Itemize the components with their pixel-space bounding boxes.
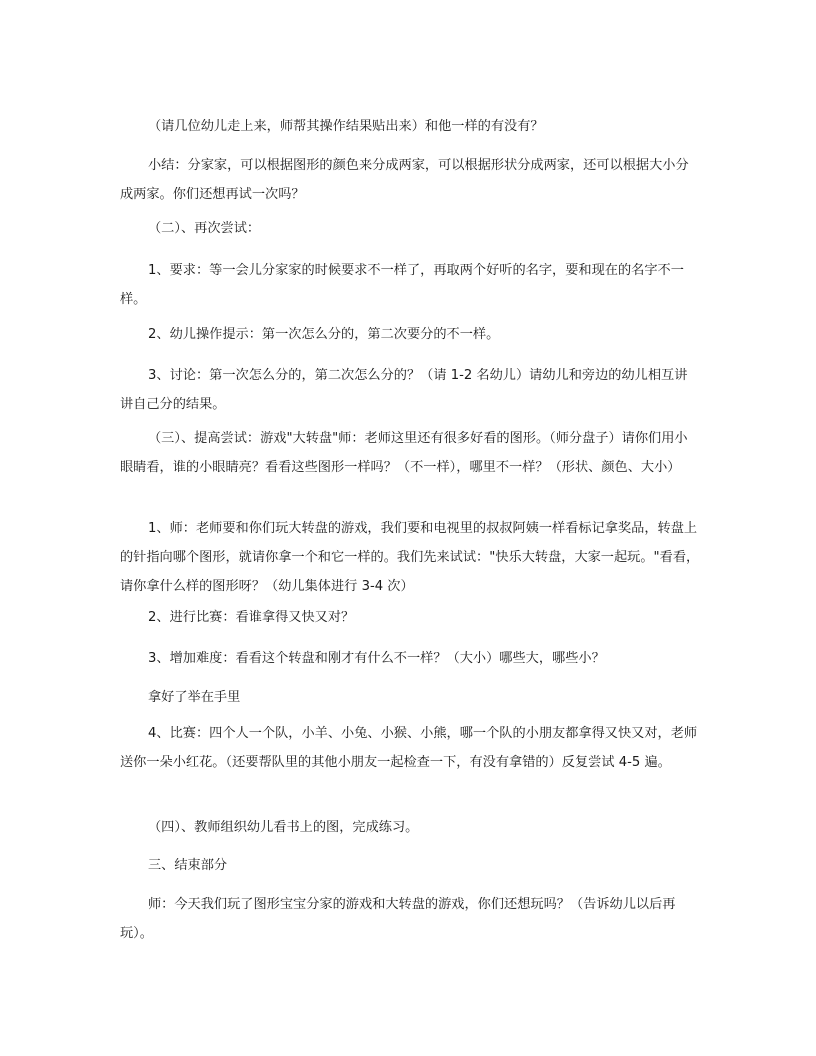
section-heading-3: （三）、提高尝试：游戏"大转盘"师：老师这里还有很多好看的图形。（师分盘子）请你们用小眼睛看，谁的小眼睛亮？看看这些图形一样吗？（不一样），哪里不一样？（形状、颜色、大小） [120, 431, 688, 475]
section-heading-ending: 三、结束部分 [148, 858, 228, 873]
paragraph-hold-up: 拿好了举在手里 [148, 690, 241, 705]
paragraph-difficulty: 3、增加难度：看看这个转盘和刚才有什么不一样？（大小）哪些大，哪些小？ [148, 651, 605, 666]
paragraph-summary: 小结：分家家，可以根据图形的颜色来分成两家，可以根据形状分成两家，还可以根据大小分成两家。你们还想再试一次吗？ [120, 158, 689, 202]
section-heading-2: （二）、再次尝试： [148, 221, 261, 236]
paragraph-requirement: 1、要求：等一会儿分家家的时候要求不一样了，再取两个好听的名字，要和现在的名字不一样。 [120, 263, 684, 307]
paragraph-turntable-game: 1、师：老师要和你们玩大转盘的游戏，我们要和电视里的叔叔阿姨一样看标记拿奖品，转盘上的针指向哪个图形，就请你拿一个和它一样的。我们先来试试："快乐大转盘，大家一起玩。"看看，请你拿什么样的图形呀？（幼儿集体进行 3-4 次） [120, 521, 700, 594]
paragraph-competition: 2、进行比赛：看谁拿得又快又对？ [148, 610, 355, 625]
paragraph-1: （请几位幼儿走上来，师帮其操作结果贴出来）和他一样的有没有？ [148, 119, 544, 134]
paragraph-conclusion: 师：今天我们玩了图形宝宝分家的游戏和大转盘的游戏，你们还想玩吗？（告诉幼儿以后再玩）。 [120, 897, 676, 941]
section-heading-4: （四）、教师组织幼儿看书上的图，完成练习。 [148, 820, 419, 835]
paragraph-team-contest: 4、比赛：四个人一个队，小羊、小兔、小猴、小熊，哪一个队的小朋友都拿得又快又对，老师送你一朵小红花。（还要帮队里的其他小朋友一起检查一下，有没有拿错的）反复尝试 4-5 遍。 [120, 726, 698, 770]
paragraph-operation-tip: 2、幼儿操作提示：第一次怎么分的，第二次要分的不一样。 [148, 327, 500, 342]
paragraph-discussion: 3、讨论：第一次怎么分的，第二次怎么分的？（请 1-2 名幼儿）请幼儿和旁边的幼儿相互讲讲自己分的结果。 [120, 368, 688, 412]
